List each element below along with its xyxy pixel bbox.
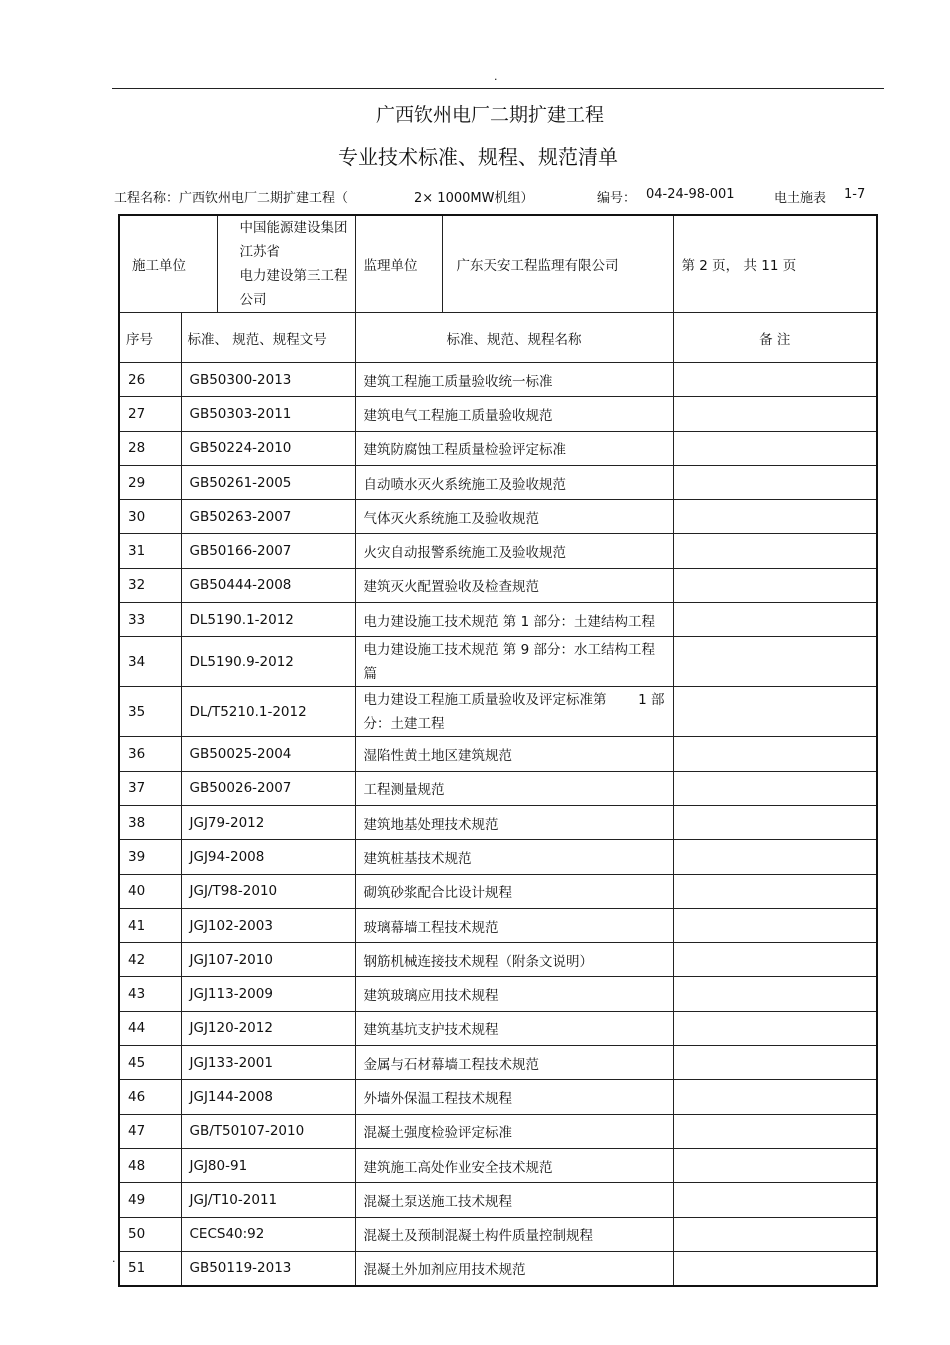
top-dot-mark: . — [494, 70, 498, 83]
form-code-label: 电土施表 — [774, 191, 827, 206]
row-name: 建筑工程施工质量验收统一标准 — [355, 363, 673, 397]
row-name: 外墙外保温工程技术规程 — [355, 1080, 673, 1114]
row-name: 建筑灭火配置验收及检查规范 — [355, 568, 673, 602]
document-subtitle: 专业技术标准、规程、规范清单 — [338, 145, 618, 169]
row-name: 建筑玻璃应用技术规程 — [355, 977, 673, 1011]
table-row — [119, 805, 877, 839]
row-code: GB50261-2005 — [181, 465, 355, 499]
row-name: 砌筑砂浆配合比设计规程 — [355, 874, 673, 908]
row-remark — [673, 397, 877, 431]
table-row — [119, 534, 877, 568]
row-name — [355, 637, 673, 687]
table-row — [119, 431, 877, 465]
table-row — [119, 1011, 877, 1045]
row-name: 电力建设施工技术规范 第 1 部分：土建结构工程 — [355, 603, 673, 637]
row-remark — [673, 908, 877, 942]
row-name: 玻璃幕墙工程技术规范 — [355, 908, 673, 942]
row-name-text: 电力建设施工技术规范 第 9 部分：水工结构工程 — [363, 641, 655, 658]
row-remark — [673, 1183, 877, 1217]
table-row — [119, 500, 877, 534]
row-seq: 28 — [119, 431, 181, 465]
table-row — [119, 363, 877, 397]
row-seq: 46 — [119, 1080, 181, 1114]
row-code: GB50303-2011 — [181, 397, 355, 431]
column-header-row — [119, 313, 877, 363]
row-seq: 48 — [119, 1148, 181, 1182]
row-name-text: 电力建设工程施工质量验收及评定标准第 — [363, 691, 607, 708]
row-name: 建筑桩基技术规范 — [355, 840, 673, 874]
row-seq: 51 — [119, 1251, 181, 1286]
col-header-name: 标准、规范、规程名称 — [355, 313, 673, 363]
project-name-label: 工程名称：广西钦州电厂二期扩建工程（ — [114, 191, 349, 206]
table-row — [119, 687, 877, 737]
table-row — [119, 977, 877, 1011]
row-name: 钢筋机械连接技术规程（附条文说明） — [355, 943, 673, 977]
row-name-line2: 分：土建工程 — [363, 715, 445, 732]
row-code: GB50119-2013 — [181, 1251, 355, 1286]
row-code: GB50166-2007 — [181, 534, 355, 568]
row-name-line2: 篇 — [363, 665, 377, 682]
construction-unit-line1: 中国能源建设集团江苏省 — [239, 220, 348, 260]
row-remark — [673, 637, 877, 687]
row-name-line1 — [364, 638, 673, 662]
row-code: GB50263-2007 — [181, 500, 355, 534]
col-header-seq: 序号 — [119, 313, 181, 363]
row-seq: 39 — [119, 840, 181, 874]
row-seq: 40 — [119, 874, 181, 908]
row-name: 工程测量规范 — [355, 771, 673, 805]
row-seq: 33 — [119, 603, 181, 637]
row-remark — [673, 1046, 877, 1080]
header-info-row — [119, 215, 877, 313]
row-remark — [673, 687, 877, 737]
row-name: 混凝土外加剂应用技术规范 — [355, 1251, 673, 1286]
row-code: JGJ/T98-2010 — [181, 874, 355, 908]
row-seq: 32 — [119, 568, 181, 602]
project-scale: 2× 1000MW机组） — [414, 191, 534, 206]
row-name: 混凝土及预制混凝土构件质量控制规程 — [355, 1217, 673, 1251]
row-remark — [673, 431, 877, 465]
row-remark — [673, 1217, 877, 1251]
row-code: JGJ/T10-2011 — [181, 1183, 355, 1217]
row-code: GB50025-2004 — [181, 737, 355, 771]
row-remark — [673, 943, 877, 977]
row-code: GB/T50107-2010 — [181, 1114, 355, 1148]
row-seq: 37 — [119, 771, 181, 805]
row-remark — [673, 603, 877, 637]
row-name: 建筑地基处理技术规范 — [355, 805, 673, 839]
page-info: 第 2 页， 共 11 页 — [673, 215, 877, 313]
row-remark — [673, 1080, 877, 1114]
row-name: 建筑基坑支护技术规程 — [355, 1011, 673, 1045]
row-seq: 43 — [119, 977, 181, 1011]
table-row — [119, 840, 877, 874]
row-remark — [673, 363, 877, 397]
row-name: 建筑电气工程施工质量验收规范 — [355, 397, 673, 431]
row-seq: 29 — [119, 465, 181, 499]
row-name-line1 — [364, 688, 673, 712]
table-row — [119, 1183, 877, 1217]
row-remark — [673, 500, 877, 534]
table-row — [119, 1046, 877, 1080]
row-remark — [673, 977, 877, 1011]
row-name: 火灾自动报警系统施工及验收规范 — [355, 534, 673, 568]
construction-unit-value — [217, 215, 355, 313]
row-code: CECS40:92 — [181, 1217, 355, 1251]
row-remark — [673, 737, 877, 771]
row-seq: 47 — [119, 1114, 181, 1148]
document-number: 04-24-98-001 — [646, 187, 735, 202]
row-name: 建筑施工高处作业安全技术规范 — [355, 1148, 673, 1182]
table-row — [119, 874, 877, 908]
row-code: JGJ107-2010 — [181, 943, 355, 977]
table-row — [119, 737, 877, 771]
construction-unit-label: 施工单位 — [119, 215, 217, 313]
row-name: 混凝土泵送施工技术规程 — [355, 1183, 673, 1217]
row-seq: 38 — [119, 805, 181, 839]
row-remark — [673, 1114, 877, 1148]
row-name: 金属与石材幕墙工程技术规范 — [355, 1046, 673, 1080]
form-code: 1-7 — [844, 187, 866, 202]
table-row — [119, 1148, 877, 1182]
table-row — [119, 568, 877, 602]
row-remark — [673, 1011, 877, 1045]
row-code: DL5190.9-2012 — [181, 637, 355, 687]
row-remark — [673, 568, 877, 602]
row-remark — [673, 840, 877, 874]
row-seq: 36 — [119, 737, 181, 771]
row-seq: 27 — [119, 397, 181, 431]
table-row — [119, 603, 877, 637]
table-row — [119, 637, 877, 687]
row-remark — [673, 771, 877, 805]
table-row — [119, 465, 877, 499]
row-seq: 31 — [119, 534, 181, 568]
table-row — [119, 1080, 877, 1114]
document-number-label: 编号： — [597, 191, 637, 206]
top-rule — [112, 88, 884, 89]
table-row — [119, 1217, 877, 1251]
col-header-remark: 备 注 — [673, 313, 877, 363]
row-remark — [673, 1148, 877, 1182]
row-code: JGJ94-2008 — [181, 840, 355, 874]
row-seq: 45 — [119, 1046, 181, 1080]
row-name: 自动喷水灭火系统施工及验收规范 — [355, 465, 673, 499]
row-name: 湿陷性黄土地区建筑规范 — [355, 737, 673, 771]
row-code: JGJ80-91 — [181, 1148, 355, 1182]
row-name: 混凝土强度检验评定标准 — [355, 1114, 673, 1148]
row-remark — [673, 465, 877, 499]
supervision-unit-value: 广东天安工程监理有限公司 — [442, 215, 673, 313]
row-remark — [673, 805, 877, 839]
row-seq: 42 — [119, 943, 181, 977]
document-title: 广西钦州电厂二期扩建工程 — [375, 104, 604, 126]
row-code: JGJ113-2009 — [181, 977, 355, 1011]
row-remark — [673, 874, 877, 908]
row-code: GB50300-2013 — [181, 363, 355, 397]
row-seq: 41 — [119, 908, 181, 942]
bottom-dot-mark: . — [112, 1252, 116, 1265]
row-code: GB50026-2007 — [181, 771, 355, 805]
row-remark — [673, 1251, 877, 1286]
supervision-unit-label: 监理单位 — [355, 215, 442, 313]
row-code: JGJ79-2012 — [181, 805, 355, 839]
row-code: JGJ102-2003 — [181, 908, 355, 942]
row-name: 建筑防腐蚀工程质量检验评定标准 — [355, 431, 673, 465]
row-code: JGJ144-2008 — [181, 1080, 355, 1114]
row-name — [355, 687, 673, 737]
row-seq: 35 — [119, 687, 181, 737]
row-code: GB50224-2010 — [181, 431, 355, 465]
table-row — [119, 397, 877, 431]
row-seq: 44 — [119, 1011, 181, 1045]
table-row — [119, 943, 877, 977]
row-remark — [673, 534, 877, 568]
row-name: 气体灭火系统施工及验收规范 — [355, 500, 673, 534]
row-seq: 49 — [119, 1183, 181, 1217]
row-name-text-right: 1 部 — [638, 691, 665, 708]
standards-table — [118, 214, 878, 1287]
construction-unit-line2: 电力建设第三工程公司 — [239, 268, 348, 308]
row-seq: 34 — [119, 637, 181, 687]
table-row — [119, 1114, 877, 1148]
row-code: JGJ133-2001 — [181, 1046, 355, 1080]
row-code: DL/T5210.1-2012 — [181, 687, 355, 737]
row-seq: 50 — [119, 1217, 181, 1251]
row-code: GB50444-2008 — [181, 568, 355, 602]
col-header-code: 标准、 规范、规程文号 — [181, 313, 355, 363]
table-row — [119, 1251, 877, 1286]
row-seq: 26 — [119, 363, 181, 397]
table-row — [119, 908, 877, 942]
row-code: JGJ120-2012 — [181, 1011, 355, 1045]
row-seq: 30 — [119, 500, 181, 534]
table-row — [119, 771, 877, 805]
row-code: DL5190.1-2012 — [181, 603, 355, 637]
table-body — [119, 363, 877, 1287]
